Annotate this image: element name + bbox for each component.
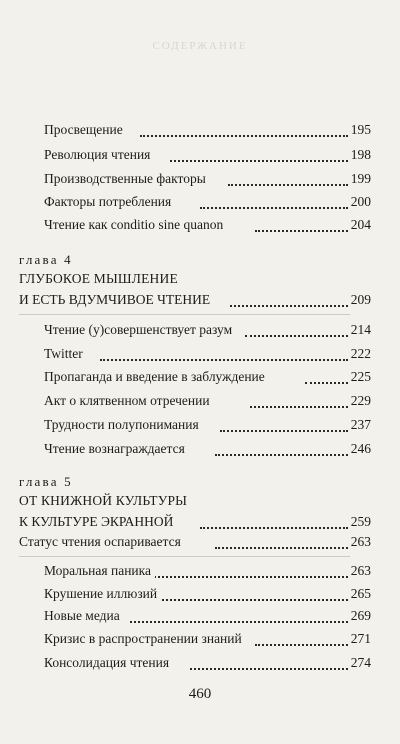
dot-leader	[230, 281, 348, 307]
dot-leader	[250, 382, 348, 408]
chapter-4-title-line2: И ЕСТЬ ВДУМЧИВОЕ ЧТЕНИЕ	[19, 288, 214, 312]
dot-leader	[190, 644, 348, 670]
toc-entry	[0, 213, 400, 237]
toc-entry-page: 237	[350, 417, 371, 432]
toc-section-entry	[0, 530, 400, 554]
toc-entry-label: Просвещение	[44, 118, 127, 142]
toc-entry-page: 222	[350, 346, 371, 361]
toc-entry-label: Чтение (у)совершенствует разум	[44, 318, 236, 342]
toc-entry-label: Моральная паника	[44, 559, 155, 583]
toc-entry-page: 199	[350, 171, 371, 186]
chapter-4-title-line1: ГЛУБОКОЕ МЫШЛЕНИЕ	[19, 271, 178, 286]
dot-leader	[140, 111, 348, 137]
toc-entry-page: 225	[350, 369, 371, 384]
toc-entry-label: Чтение как conditio sine quanon	[44, 213, 227, 237]
chapter-4-heading: глава 4	[19, 252, 73, 267]
toc-entry-label: Новые медиа	[44, 604, 124, 628]
toc-entry-page: 214	[350, 322, 371, 337]
chapter-4-title-entry	[0, 288, 400, 312]
toc-entry-label: Пропаганда и введение в заблуждение	[44, 365, 269, 389]
toc-entry-label: Трудности полупонимания	[44, 413, 203, 437]
toc-entry-label: Консолидация чтения	[44, 651, 173, 675]
toc-entry-page: 209	[350, 292, 371, 307]
toc-entry-page: 271	[350, 631, 371, 646]
toc-entry-page: 204	[350, 217, 371, 232]
toc-entry-page: 259	[350, 514, 371, 529]
dot-leader	[215, 523, 348, 549]
toc-entry-label: Кризис в распространении знаний	[44, 627, 246, 651]
toc-entry-label: Twitter	[44, 342, 87, 366]
bleed-through-title: СОДЕРЖАНИЕ	[152, 40, 248, 52]
toc-entry-page: 246	[350, 441, 371, 456]
toc-entry-label: Революция чтения	[44, 143, 154, 167]
toc-entry-page: 200	[350, 194, 371, 209]
dot-leader	[220, 406, 348, 432]
dot-leader	[245, 311, 348, 337]
dot-leader	[170, 136, 348, 162]
toc-entry-label: Акт о клятвенном отречении	[44, 389, 214, 413]
chapter-5-heading: глава 5	[19, 474, 73, 489]
toc-entry	[0, 437, 400, 461]
chapter-5-title-line1: ОТ КНИЖНОЙ КУЛЬТУРЫ	[19, 493, 188, 508]
toc-entry-label: Производственные факторы	[44, 167, 210, 191]
toc-entry-label: Факторы потребления	[44, 190, 175, 214]
toc-entry-page: 198	[350, 147, 371, 162]
toc-entry-page: 263	[350, 563, 371, 578]
toc-entry-page: 274	[350, 655, 371, 670]
chapter-5-title-line2: К КУЛЬТУРЕ ЭКРАННОЙ	[19, 510, 177, 534]
toc-entry-page: 195	[350, 122, 371, 137]
toc-entry-label: Крушение иллюзий	[44, 582, 161, 606]
toc-entry-label: Чтение вознаграждается	[44, 437, 189, 461]
toc-entry	[0, 651, 400, 675]
toc-entry-page: 265	[350, 586, 371, 601]
page-number: 460	[188, 686, 212, 702]
toc-entry-page: 269	[350, 608, 371, 623]
toc-section-label: Статус чтения оспаривается	[19, 530, 185, 554]
toc-entry-page: 263	[350, 534, 371, 549]
dot-leader	[215, 430, 348, 456]
toc-entry-page: 229	[350, 393, 371, 408]
